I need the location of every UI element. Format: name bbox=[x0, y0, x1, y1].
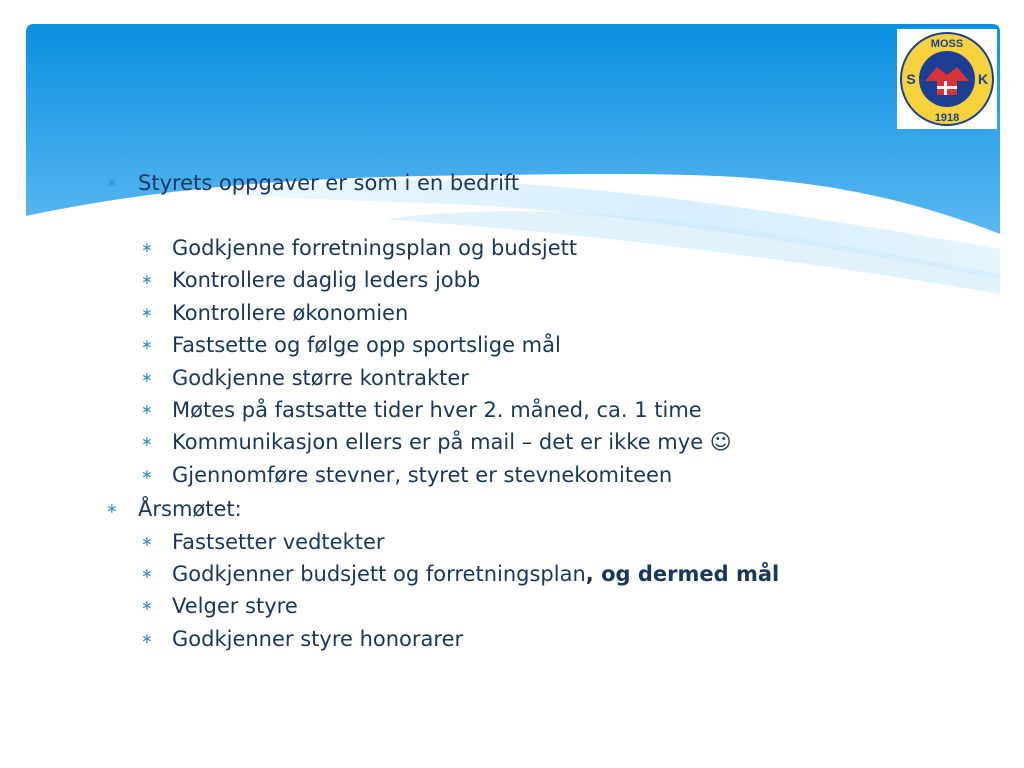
bullet-text: Velger styre bbox=[172, 594, 298, 618]
bullet-level2 bbox=[141, 267, 480, 293]
bullet-text: Fastsetter vedtekter bbox=[172, 530, 385, 554]
bullet-text: Styrets oppgaver er som i en bedrift bbox=[138, 171, 520, 195]
bullet-icon: ∗ bbox=[141, 434, 153, 450]
bullet-level2 bbox=[141, 300, 408, 326]
bullet-level2 bbox=[141, 626, 463, 652]
bullet-text: Gjennomføre stevner, styret er stevnekomiteen bbox=[172, 463, 673, 487]
bullet-text: Kontrollere daglig leders jobb bbox=[172, 268, 481, 292]
bullet-icon: ∗ bbox=[141, 370, 153, 386]
logo-left-letter: S bbox=[906, 71, 916, 87]
bullet-icon: ∗ bbox=[141, 272, 153, 288]
bullet-text: Godkjenner budsjett og forretningsplan bbox=[172, 562, 586, 586]
bullet-text: Godkjenner styre honorarer bbox=[172, 627, 464, 651]
bullet-level2 bbox=[141, 529, 385, 555]
bullet-icon: ∗ bbox=[141, 598, 153, 614]
bullet-bold-suffix: , og dermed mål bbox=[585, 562, 780, 586]
bullet-icon: ∗ bbox=[141, 631, 153, 647]
logo-year: 1918 bbox=[934, 112, 960, 124]
bullet-icon: ∗ bbox=[141, 534, 153, 550]
bullet-icon: ∗ bbox=[141, 467, 153, 483]
bullet-level2 bbox=[141, 462, 672, 488]
bullet-level2 bbox=[141, 593, 298, 619]
bullet-icon: ∗ bbox=[141, 402, 153, 418]
bullet-text: Godkjenne forretningsplan og budsjett bbox=[172, 236, 578, 260]
bullet-text: Godkjenne større kontrakter bbox=[172, 366, 469, 390]
logo-top-text: MOSS bbox=[930, 38, 964, 50]
bullet-text: Årsmøtet: bbox=[138, 497, 242, 521]
bullet-text: Fastsette og følge opp sportslige mål bbox=[172, 333, 561, 357]
bullet-level2 bbox=[141, 397, 702, 423]
bullet-level1 bbox=[106, 170, 519, 196]
bullet-icon: ∗ bbox=[141, 337, 153, 353]
bullet-icon: ∗ bbox=[141, 240, 153, 256]
logo-right-letter: K bbox=[977, 71, 989, 87]
bullet-text: Møtes på fastsatte tider hver 2. måned, ca. 1 time bbox=[172, 398, 702, 422]
bullet-icon: ∗ bbox=[106, 175, 118, 191]
bullet-level2 bbox=[141, 235, 577, 261]
bullet-level1 bbox=[106, 496, 242, 522]
bullet-text: Kommunikasjon ellers er på mail – det er ikke mye ☺ bbox=[172, 430, 732, 454]
bullet-level2 bbox=[141, 332, 561, 358]
bullet-icon: ∗ bbox=[106, 501, 118, 517]
bullet-text: Kontrollere økonomien bbox=[172, 301, 409, 325]
bullet-level2 bbox=[141, 365, 469, 391]
bullet-level2 bbox=[141, 429, 732, 455]
bullet-level2 bbox=[141, 561, 779, 587]
bullet-icon: ∗ bbox=[141, 566, 153, 582]
bullet-icon: ∗ bbox=[141, 305, 153, 321]
